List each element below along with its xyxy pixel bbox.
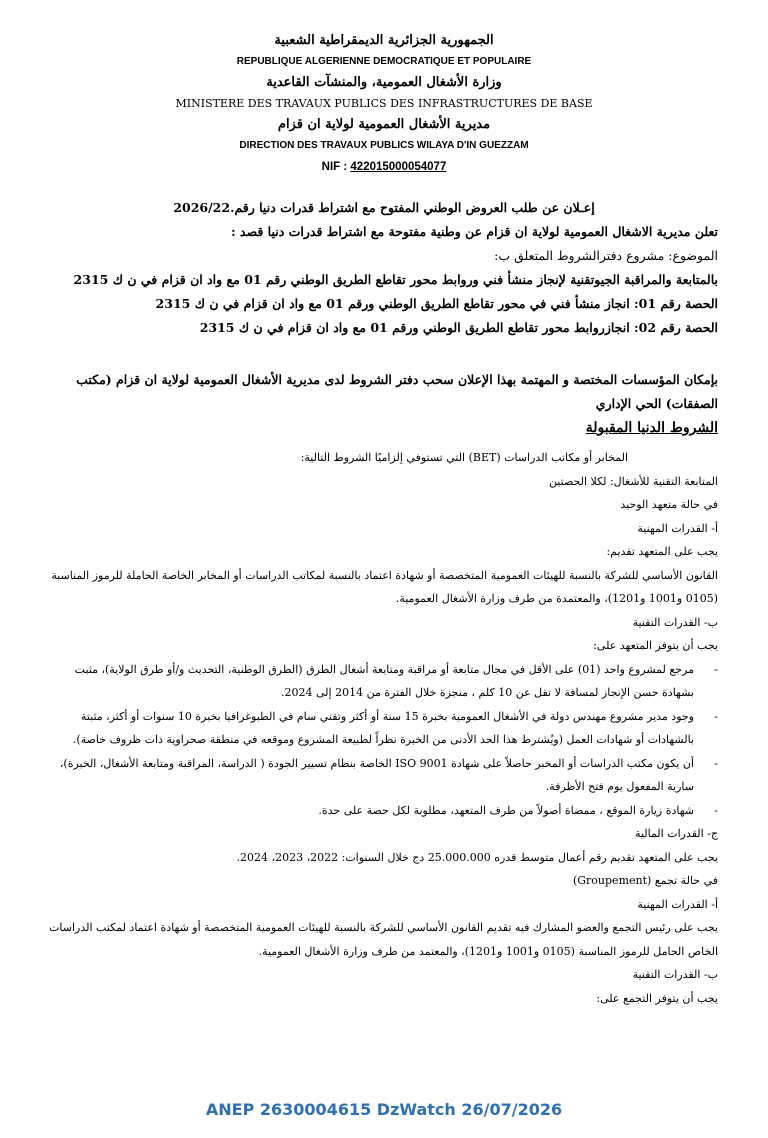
publication-reference: ANEP 2630004615 DzWatch 26/07/2026 [205,1100,563,1119]
list-item: - مرجع لمشروع واحد (01) على الأقل في مجال متابعة أو مراقبة ومتابعة أشغال الطرق (الطرق الوطنية، التحديث و/أو طرق الولاية)، مثبت بشهادة حسن الإنجاز لمسافة لا تقل عن 10 كلم ، منجزة خلال الفترة من 2014 إلى 2024. [40,658,718,705]
notice-project: بالمتابعة والمراقبة الجيوتقنية لإنجاز منشأ فني وروابط محور تقاطع الطريق الوطني رقم 01 مع واد ان قزام في ن ك 2315 [73,272,718,287]
condition-line: القانون الأساسي للشركة بالنسبة للهيئات العمومية المتخصصة أو شهادة اعتماد بالنسبة لمكاتب الدراسات أو المخابر الخاصة الحاملة للرموز المناسبة (0105 و1001 و1201)، والمعتمدة من طرف وزارة الأشغال العمومية. [51,568,718,605]
notice-lot-1: الحصة رقم 01: انجاز منشأ فني في محور تقاطع الطريق الوطني ورقم 01 مع واد ان قزام في ن ك 2315 [155,296,718,311]
nif-label: NIF : [321,161,348,173]
condition-line: المتابعة التقنية للأشغال: لكلا الحصتين [548,474,718,488]
notice-subject: الموضوع: مشروع دفترالشروط المتعلق ب: [494,248,718,263]
condition-line: ب- القدرات التقنية [632,968,718,981]
ministry-french: MINISTERE DES TRAVAUX PUBLICS DES INFRASTRUCTURES DE BASE [175,97,593,110]
condition-line: في حالة تجمع (Groupement) [572,874,718,887]
letterhead [0,30,768,178]
condition-line: يجب على المتعهد تقديم: [606,545,718,558]
condition-line: يجب أن يتوفر المتعهد على: [593,639,718,652]
conditions-section [40,416,718,1010]
nif-line [0,156,768,178]
nif-value: 422015000054077 [350,161,447,173]
list-item: - شهادة زيارة الموقع ، ممضاة أصولاً من طرف المتعهد، مطلوبة لكل حصة على حدة. [40,799,718,823]
republic-french: REPUBLIQUE ALGERIENNE DEMOCRATIQUE ET POPULAIRE [236,56,532,67]
condition-line: المخابر أو مكاتب الدراسات (BET) التي تستوفي إلزاميًا الشروط التالية: [300,451,628,464]
direction-arabic: مديرية الأشغال العمومية لولاية ان قزام [277,117,491,132]
condition-line: ج- القدرات المالية [635,827,718,840]
ministry-arabic: وزارة الأشغال العمومية، والمنشآت القاعدية [266,75,502,90]
list-item: - وجود مدير مشروع مهندس دولة في الأشغال العمومية بخبرة 15 سنة أو أكثر وتقني سام في الطبوغرافيا بخبرة 10 سنوات أو أكثر، مثبتة بالشهادات أو شهادات العمل (ويُشترط هذا الحد الأدنى من الخبرة نظراً لطبيعة المشروع وموقعه في منطقة صحراوية ذات ظروف خاصة). [40,705,718,752]
notice-lot-2: الحصة رقم 02: انجازروابط محور تقاطع الطريق الوطني ورقم 01 مع واد ان قزام في ن ك 2315 [199,320,718,335]
condition-line: يجب أن يتوفر التجمع على: [596,991,718,1005]
condition-line: أ- القدرات المهنية [637,521,718,535]
conditions-title: الشروط الدنيا المقبولة [585,420,718,436]
condition-line: في حالة متعهد الوحيد [620,498,718,511]
conditions-lines [40,446,718,1010]
notice-title: إعـلان عن طلب العروض الوطني المفتوح مع اشتراط قدرات دنيا رقم.2026/22 [173,200,595,215]
republic-arabic: الجمهورية الجزائرية الديمقراطية الشعبية [274,33,494,48]
list-item: - أن يكون مكتب الدراسات أو المخبر حاصلاً على شهادة ISO 9001 الخاصة بنظام تسيير الجودة ( الدراسة، المراقبة ومتابعة الأشغال، الخبرة)، سارية المفعول يوم فتح الأظرفة. [40,752,718,799]
technical-requirements-list [40,658,718,823]
condition-line: أ- القدرات المهنية [637,897,718,911]
notice-intro: تعلن مديرية الاشغال العمومية لولاية ان قزام عن وطنية مفتوحة مع اشتراط قدرات دنيا قصد : [230,224,718,239]
condition-line: يجب على المتعهد تقديم رقم أعمال متوسط قدره 25.000.000 دج خلال السنوات: 2022، 2023، 2024. [236,850,718,864]
direction-french: DIRECTION DES TRAVAUX PUBLICS WILAYA D'IN GUEZZAM [239,140,529,151]
condition-line: ب- القدرات التقنية [632,615,718,629]
notice-withdraw: بإمكان المؤسسات المختصة و المهتمة بهذا الإعلان سحب دفتر الشروط لدى مديرية الأشغال العمومية لولاية ان قزام (مكتب الصفقات) الحي الإداري [76,372,718,411]
condition-line: يجب على رئيس التجمع والعضو المشارك فيه تقديم القانون الأساسي للشركة بالنسبة للهيئات العمومية المتخصصة أو شهادة اعتماد لمكتب الدراسات الخاص الحامل للرموز المناسبة (0105 و1001 و1201)، والمعتمد من طرف وزارة الأشغال العمومية. [49,921,718,958]
notice-body [40,220,718,340]
